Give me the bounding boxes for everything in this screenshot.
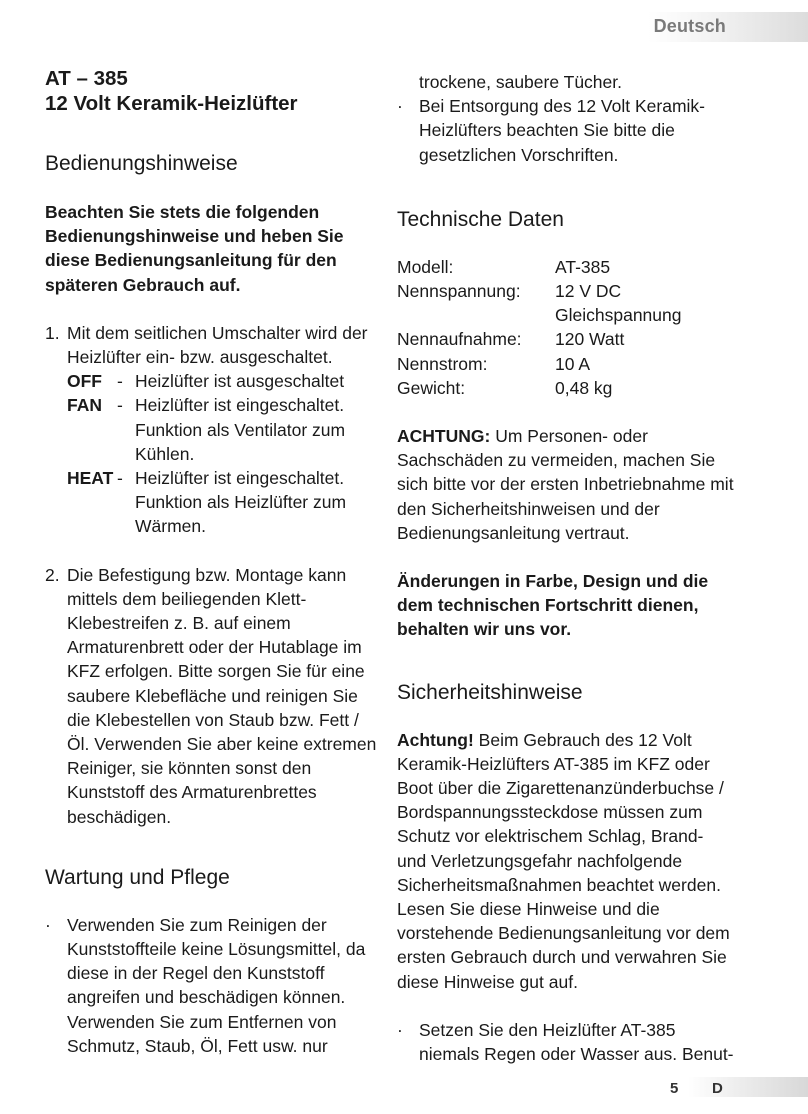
bullet-text: Verwenden Sie zum Reinigen der Kunststoffteile keine Lösungsmittel, da diese in der Regel den Kunststoff angreifen und beschädigen können. Verwenden Sie zum Entfernen von Schmutz, Staub, Öl, Fett usw. nur	[67, 914, 366, 1056]
operating-item-1	[45, 321, 380, 539]
safety-intro	[397, 728, 737, 994]
specs-table	[397, 255, 737, 400]
mode-dash: -	[117, 371, 123, 392]
right-column	[397, 70, 737, 1066]
warning-paragraph	[397, 424, 737, 545]
operating-item-2	[45, 563, 380, 829]
bullet-text: Setzen Sie den Heizlüfter AT-385 niemals Regen oder Wasser aus. Benut-	[419, 1019, 734, 1065]
mode-key: FAN	[67, 395, 102, 416]
warning-text: Um Personen- oder Sachschäden zu vermeiden, machen Sie sich bitte vor der ersten Inbetriebnahme mit den Sicherheitshinweisen und der Bedienungsanleitung vertraut.	[397, 426, 734, 543]
spec-value: 10 A	[555, 353, 591, 374]
operating-intro: Beachten Sie stets die folgenden Bedienungshinweise und heben Sie diese Bedienungsanleitung für den späteren Gebrauch auf.	[45, 202, 344, 295]
mode-key: OFF	[67, 371, 102, 392]
spec-row	[397, 303, 737, 327]
mode-key: HEAT	[67, 468, 114, 489]
item-number: 1.	[45, 322, 60, 343]
spec-row	[397, 279, 737, 303]
bullet-dot: ·	[397, 96, 403, 117]
operating-heading: Bedienungshinweise	[45, 152, 238, 175]
bullet-text: Bei Entsorgung des 12 Volt Keramik-Heizlüfters beachten Sie bitte die gesetzlichen Vorschriften.	[419, 96, 705, 165]
spec-value: 12 V DC	[555, 281, 622, 302]
spec-label: Nennaufnahme:	[397, 329, 522, 350]
spec-value: AT-385	[555, 256, 611, 277]
item-number: 2.	[45, 564, 60, 585]
footer-bar	[688, 1077, 808, 1097]
bullet-text: trockene, saubere Tücher.	[419, 72, 622, 92]
spec-row	[397, 352, 737, 376]
spec-label: Nennspannung:	[397, 281, 521, 302]
care-bullet-1-continued	[397, 70, 737, 94]
care-bullet-2	[397, 94, 737, 167]
mode-fan	[67, 393, 380, 466]
safety-bullet-1	[397, 1018, 737, 1066]
item-text: Mit dem seitlichen Umschalter wird der Heizlüfter ein- bzw. ausgeschaltet.	[67, 322, 368, 368]
mode-dash: -	[117, 468, 123, 489]
title-model: AT – 385	[45, 67, 128, 90]
mode-off	[67, 369, 380, 393]
bullet-dot: ·	[397, 1019, 403, 1040]
mode-text: Heizlüfter ist eingeschaltet. Funktion als Heizlüfter zum Wärmen.	[135, 468, 347, 537]
mode-heat	[67, 466, 380, 539]
specs-heading: Technische Daten	[397, 207, 564, 231]
item-text: Die Befestigung bzw. Montage kann mittels dem beiliegenden Klett-Klebestreifen z. B. auf einem Armaturenbrett oder der Hutablage im KFZ erfolgen. Bitte sorgen Sie für eine saubere Klebefläche und reinigen Sie die Klebestellen von Staub bzw. Fett / Öl. Verwenden Sie aber keine extremen Reiniger, sie könnten sonst den Kunststoff des Armaturenbrettes beschädigen.	[67, 564, 377, 827]
title-product: 12 Volt Keramik-Heizlüfter	[45, 92, 298, 115]
changes-note: Änderungen in Farbe, Design und die dem technischen Fortschritt dienen, behalten wir uns vor.	[397, 571, 709, 640]
page-number: 5	[670, 1080, 679, 1097]
spec-value: 0,48 kg	[555, 377, 613, 398]
language-label: Deutsch	[653, 16, 726, 36]
left-column	[45, 66, 380, 1058]
mode-dash: -	[117, 395, 123, 416]
spec-label: Modell:	[397, 256, 454, 277]
spec-label: Nennstrom:	[397, 353, 488, 374]
spec-value: 120 Watt	[555, 329, 625, 350]
safety-intro-text: Beim Gebrauch des 12 Volt Keramik-Heizlüfters AT-385 im KFZ oder Boot über die Zigarettenanzünderbuchse / Bordspannungssteckdose müssen zum Schutz vor elektrischem Schlag, Brand- und Verletzungsgefahr nachfolgende Sicherheitsmaßnahmen beachtet werden. Lesen Sie diese Hinweise und die vorstehende Bedienungsanleitung vor dem ersten Gebrauch durch und verwahren Sie diese Hinweise gut auf.	[397, 729, 730, 992]
safety-intro-label: Achtung!	[397, 729, 474, 750]
spec-value: Gleichspannung	[555, 305, 682, 326]
spec-row	[397, 327, 737, 351]
mode-text: Heizlüfter ist eingeschaltet. Funktion als Ventilator zum Kühlen.	[135, 395, 346, 464]
warning-label: ACHTUNG:	[397, 426, 491, 447]
care-bullet-1	[45, 913, 380, 1058]
spec-label: Gewicht:	[397, 377, 466, 398]
footer-language-code: D	[712, 1080, 723, 1097]
spec-row	[397, 255, 737, 279]
mode-text: Heizlüfter ist ausgeschaltet	[135, 371, 345, 392]
safety-heading: Sicherheitshinweise	[397, 680, 583, 704]
care-heading: Wartung und Pflege	[45, 865, 230, 889]
spec-row	[397, 376, 737, 400]
bullet-dot: ·	[45, 914, 51, 935]
